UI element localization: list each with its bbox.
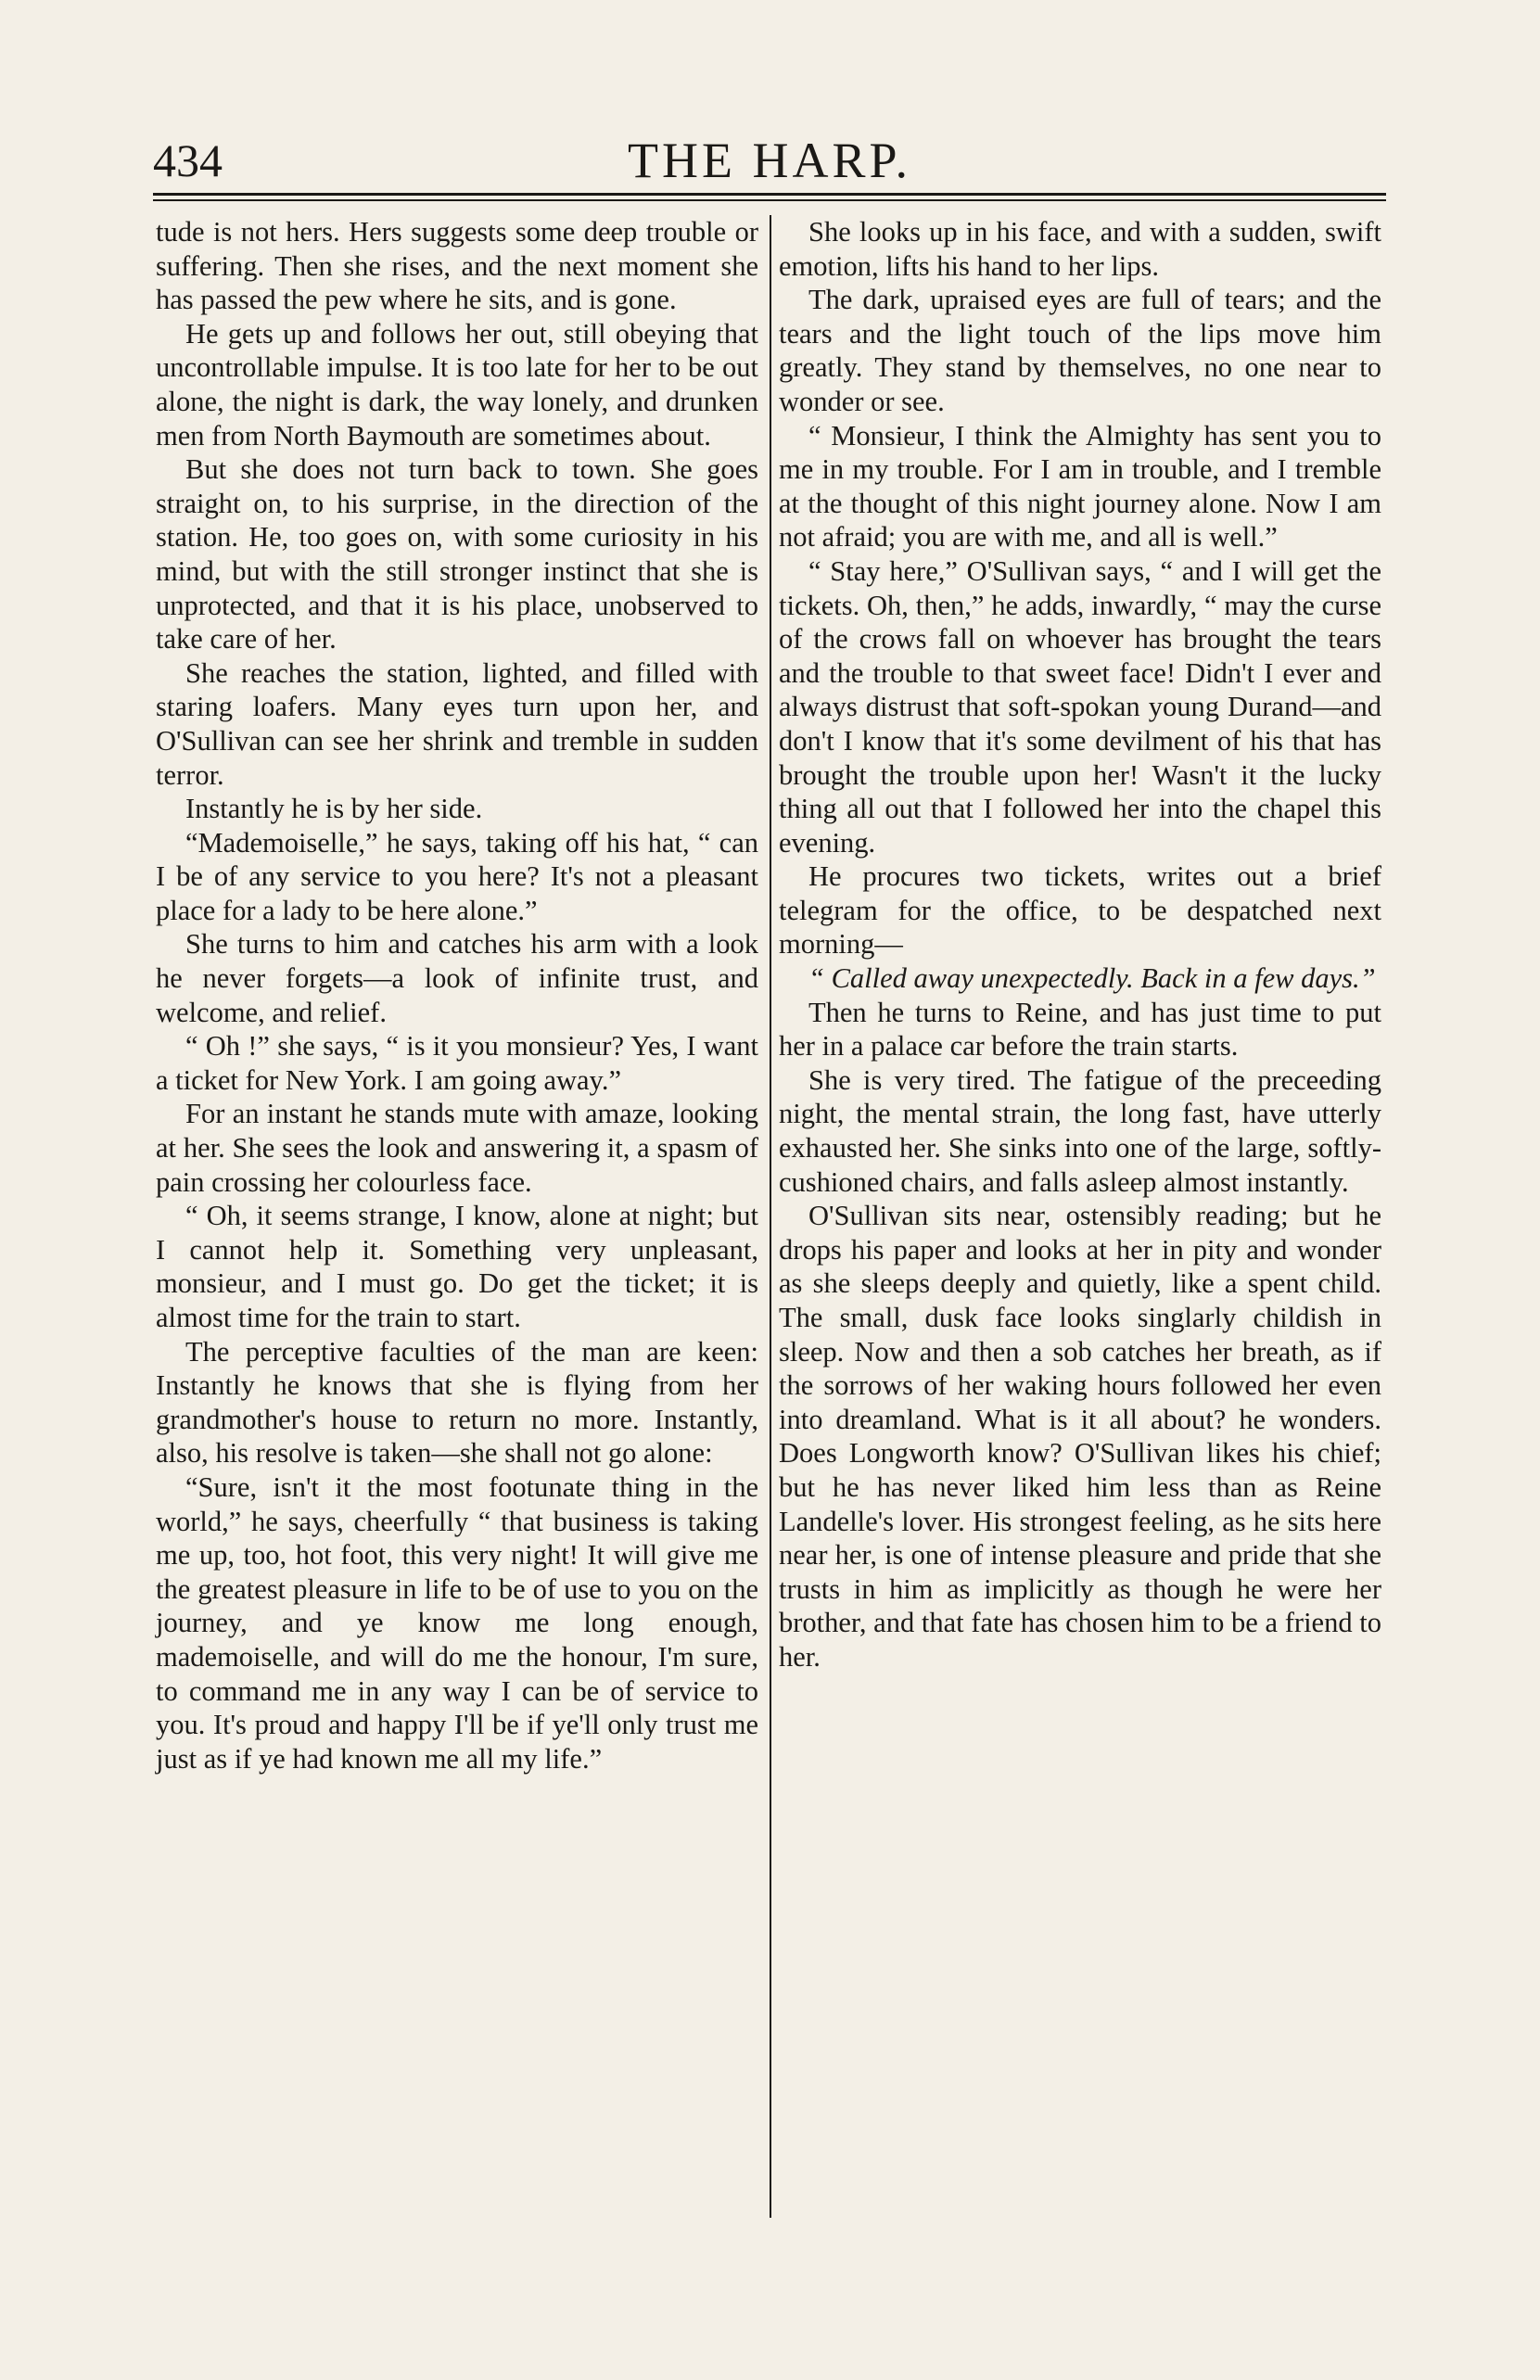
paragraph: “ Stay here,” O'Sullivan says, “ and I will get the tickets. Oh, then,” he adds, inwardly, “ may the curse of the crows fall on whoever has brought the tears and the trouble to that sweet face! Didn't I ever and always distrust that soft-spokan young Durand—and don't I know that it's some devilment of his that has brought the trouble upon her! Wasn't it the lucky thing all out that I followed her into the chapel this evening.	[779, 554, 1381, 859]
paragraph: “Sure, isn't it the most footunate thing in the world,” he says, cheerfully “ that business is taking me up, too, hot foot, this very night! It will give me the greatest pleasure in life to be of use to you on the journey, and ye know me long enough, mademoiselle, and will do me the honour, I'm sure, to command me in any way I can be of service to you. It's proud and happy I'll be if ye'll only trust me just as if ye had known me all my life.”	[156, 1470, 758, 1775]
paragraph: “ Oh, it seems strange, I know, alone at night; but I cannot help it. Something very unpleasant, monsieur, and I must go. Do get the ticket; it is almost time for the train to start.	[156, 1200, 758, 1333]
running-title: THE HARP.	[627, 133, 912, 188]
paragraph: Instantly he is by her side.	[185, 793, 483, 825]
left-column	[156, 215, 758, 1775]
telegram-text: “ Called away unexpectedly. Back in a few days.”	[808, 962, 1376, 995]
paragraph: Then he turns to Reine, and has just time to put her in a palace car before the train starts.	[779, 996, 1381, 1063]
paragraph: She is very tired. The fatigue of the preceeding night, the mental strain, the long fast, have utterly exhausted her. She sinks into one of the large, softly-cushioned chairs, and falls asleep almost instantly.	[779, 1063, 1381, 1198]
paragraph: But she does not turn back to town. She goes straight on, to his surprise, in the direction of the station. He, too goes on, with some curiosity in his mind, but with the still stronger instinct that she is unprotected, and that it is his place, unobserved to take care of her.	[156, 453, 758, 655]
header-rule-bottom	[153, 199, 1386, 201]
paragraph: He gets up and follows her out, still obeying that uncontrollable impulse. It is too late for her to be out alone, the night is dark, the way lonely, and drunken men from North Baymouth are sometimes about.	[156, 317, 758, 452]
paragraph: “Mademoiselle,” he says, taking off his hat, “ can I be of any service to you here? It's not a pleasant place for a lady to be here alone.”	[156, 826, 758, 926]
paragraph: For an instant he stands mute with amaze, looking at her. She sees the look and answering it, a spasm of pain crossing her colourless face.	[156, 1098, 758, 1198]
paragraph: She looks up in his face, and with a sudden, swift emotion, lifts his hand to her lips.	[779, 216, 1381, 282]
paragraph: “ Monsieur, I think the Almighty has sent you to me in my trouble. For I am in trouble, and I tremble at the thought of this night journey alone. Now I am not afraid; you are with me, and all is well.”	[779, 419, 1381, 554]
right-column	[779, 215, 1381, 1674]
paragraph: “ Oh !” she says, “ is it you monsieur? Yes, I want a ticket for New York. I am going away.”	[156, 1030, 758, 1096]
column-divider	[770, 215, 771, 2218]
paragraph: The perceptive faculties of the man are keen: Instantly he knows that she is flying from her grandmother's house to return no more. Instantly, also, his resolve is taken—she shall not go alone:	[156, 1335, 758, 1470]
paragraph: He procures two tickets, writes out a brief telegram for the office, to be despatched next morning—	[779, 860, 1381, 961]
paragraph: She reaches the station, lighted, and filled with staring loafers. Many eyes turn upon her, and O'Sullivan can see her shrink and tremble in sudden terror.	[156, 656, 758, 791]
paragraph: The dark, upraised eyes are full of tears; and the tears and the light touch of the lips move him greatly. They stand by themselves, no one near to wonder or see.	[779, 284, 1381, 417]
paragraph: tude is not hers. Hers suggests some deep trouble or suffering. Then she rises, and the next moment she has passed the pew where he sits, and is gone.	[156, 216, 758, 316]
page-number: 434	[153, 134, 223, 186]
paragraph: O'Sullivan sits near, ostensibly reading; but he drops his paper and looks at her in pity and wonder as she sleeps deeply and quietly, like a spent child. The small, dusk face looks singlarly childish in sleep. Now and then a sob catches her breath, as if the sorrows of her waking hours followed her even into dreamland. What is it all about? he wonders. Does Longworth know? O'Sullivan likes his chief; but he has never liked him less than as Reine Landelle's lover. His strongest feeling, as he sits here near her, is one of intense pleasure and pride that she trusts in him as implicitly as though he were her brother, and that fate has chosen him to be a friend to her.	[779, 1200, 1381, 1673]
paragraph: She turns to him and catches his arm with a look he never forgets—a look of infinite trust, and welcome, and relief.	[156, 928, 758, 1028]
header-rule-top	[153, 193, 1386, 196]
page-header	[153, 128, 1386, 202]
